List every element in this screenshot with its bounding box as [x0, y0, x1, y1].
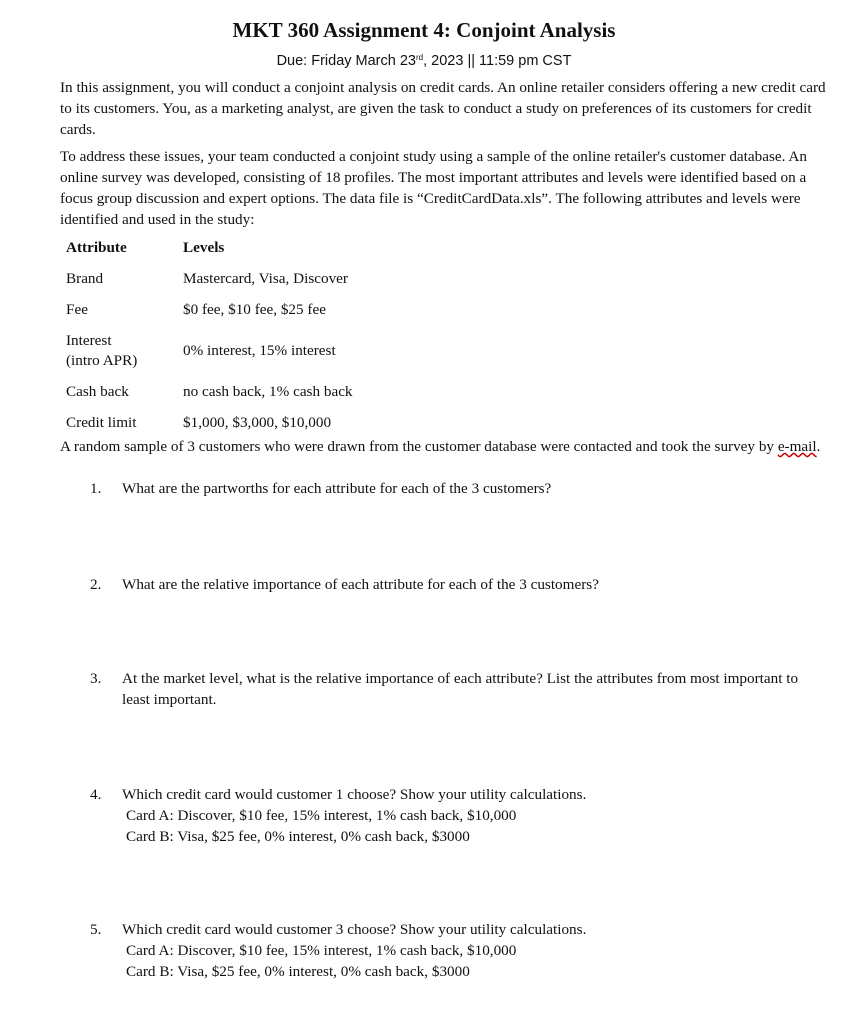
question-number: 3.	[90, 670, 102, 687]
attribute-name: Credit limit	[66, 414, 137, 431]
question-1	[90, 478, 820, 499]
card-b-option: Card B: Visa, $25 fee, 0% interest, 0% cash back, $3000	[126, 828, 470, 845]
study-paragraph: To address these issues, your team conducted a conjoint study using a sample of the online retailer's customer database. An online survey was developed, consisting of 18 profiles. The most important attributes and levels were identified based on a focus group discussion and expert options. The data file is “CreditCardData.xls”. The following attributes and levels were identified and used in the study:	[60, 148, 807, 228]
question-5	[90, 919, 820, 982]
card-b-option: Card B: Visa, $25 fee, 0% interest, 0% cash back, $3000	[126, 963, 470, 980]
question-number: 1.	[90, 480, 102, 497]
attribute-name: Fee	[66, 301, 88, 318]
card-a-option: Card A: Discover, $10 fee, 15% interest, 1% cash back, $10,000	[126, 807, 517, 824]
levels-header: Levels	[183, 239, 225, 256]
sample-description	[60, 436, 820, 457]
attribute-name: Interest	[66, 332, 112, 349]
question-2	[90, 574, 820, 595]
question-number: 5.	[90, 921, 102, 938]
attribute-levels: 0% interest, 15% interest	[183, 342, 336, 359]
due-date	[0, 48, 848, 71]
question-number: 2.	[90, 576, 102, 593]
question-text: Which credit card would customer 1 choose? Show your utility calculations.	[122, 786, 587, 803]
question-4	[90, 784, 820, 847]
due-date-time: , 2023 || 11:59 pm CST	[423, 53, 572, 69]
email-word: e-mail	[777, 438, 817, 455]
attribute-levels: $1,000, $3,000, $10,000	[183, 414, 332, 431]
question-number: 4.	[90, 786, 102, 803]
question-text: At the market level, what is the relative importance of each attribute? List the attributes from most important to least important.	[122, 670, 799, 708]
attribute-levels: $0 fee, $10 fee, $25 fee	[183, 301, 326, 318]
due-date-text: Due: Friday March 23	[276, 53, 416, 69]
document-title: MKT 360 Assignment 4: Conjoint Analysis	[232, 18, 616, 42]
attribute-name: Cash back	[66, 383, 129, 400]
attribute-name-detail: (intro APR)	[66, 352, 138, 369]
attribute-levels: Mastercard, Visa, Discover	[183, 270, 348, 287]
question-text: What are the partworths for each attribute for each of the 3 customers?	[122, 480, 552, 497]
intro-paragraph: In this assignment, you will conduct a conjoint analysis on credit cards. An online retailer considers offering a new credit card to its customers. You, as a marketing analyst, are given the task to conduct a study on preferences of its customers for credit cards.	[60, 79, 826, 138]
attribute-name: Brand	[66, 270, 104, 287]
attribute-header: Attribute	[66, 239, 127, 256]
due-date-ordinal: rd	[415, 53, 424, 62]
sample-end: .	[816, 438, 821, 455]
sample-text: A random sample of 3 customers who were drawn from the customer database were contacted and took the survey by	[60, 438, 778, 455]
question-3	[90, 668, 820, 710]
card-a-option: Card A: Discover, $10 fee, 15% interest, 1% cash back, $10,000	[126, 942, 517, 959]
attribute-levels: no cash back, 1% cash back	[183, 383, 353, 400]
question-text: What are the relative importance of each attribute for each of the 3 customers?	[122, 576, 599, 593]
question-text: Which credit card would customer 3 choose? Show your utility calculations.	[122, 921, 587, 938]
